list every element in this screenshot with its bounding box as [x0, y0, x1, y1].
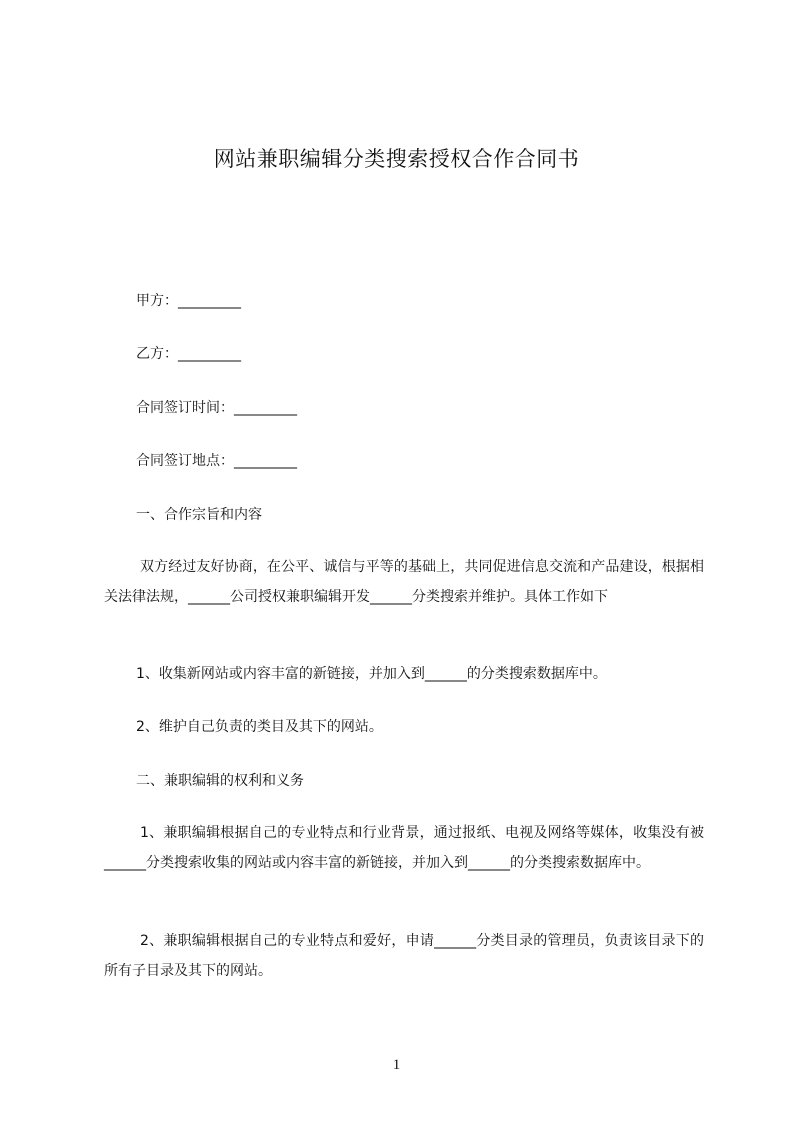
section-2-heading: 二、兼职编辑的权利和义务	[136, 773, 304, 789]
page-number: 1	[392, 1057, 401, 1073]
section-1-paragraph: 双方经过友好协商，在公平、诚信与平等的基础上，共同促进信息交流和产品建设，根据相关法律法规，______公司授权兼职编辑开发______分类搜索并维护。具体工作如下	[104, 559, 704, 605]
section-2-item-2: 2、兼职编辑根据自己的专业特点和爱好，申请______分类目录的管理员，负责该目录下的所有子目录及其下的网站。	[104, 933, 704, 979]
section-1-heading: 一、合作宗旨和内容	[136, 507, 262, 523]
party-b-line: 乙方：_________	[136, 346, 241, 362]
section-1-item-1: 1、收集新网站或内容丰富的新链接，并加入到______的分类搜索数据库中。	[136, 666, 607, 682]
section-1-item-2: 2、维护自己负责的类目及其下的网站。	[136, 719, 383, 735]
sign-time-line: 合同签订时间：_________	[136, 400, 297, 416]
sign-place-line: 合同签订地点：_________	[136, 453, 297, 469]
section-2-item-1: 1、兼职编辑根据自己的专业特点和行业背景，通过报纸、电视及网络等媒体，收集没有被______分类搜索收集的网站或内容丰富的新链接，并加入到______的分类搜索数据库中。	[104, 825, 704, 871]
party-a-line: 甲方：_________	[136, 293, 241, 309]
document-title: 网站兼职编辑分类搜索授权合作合同书	[213, 147, 580, 171]
